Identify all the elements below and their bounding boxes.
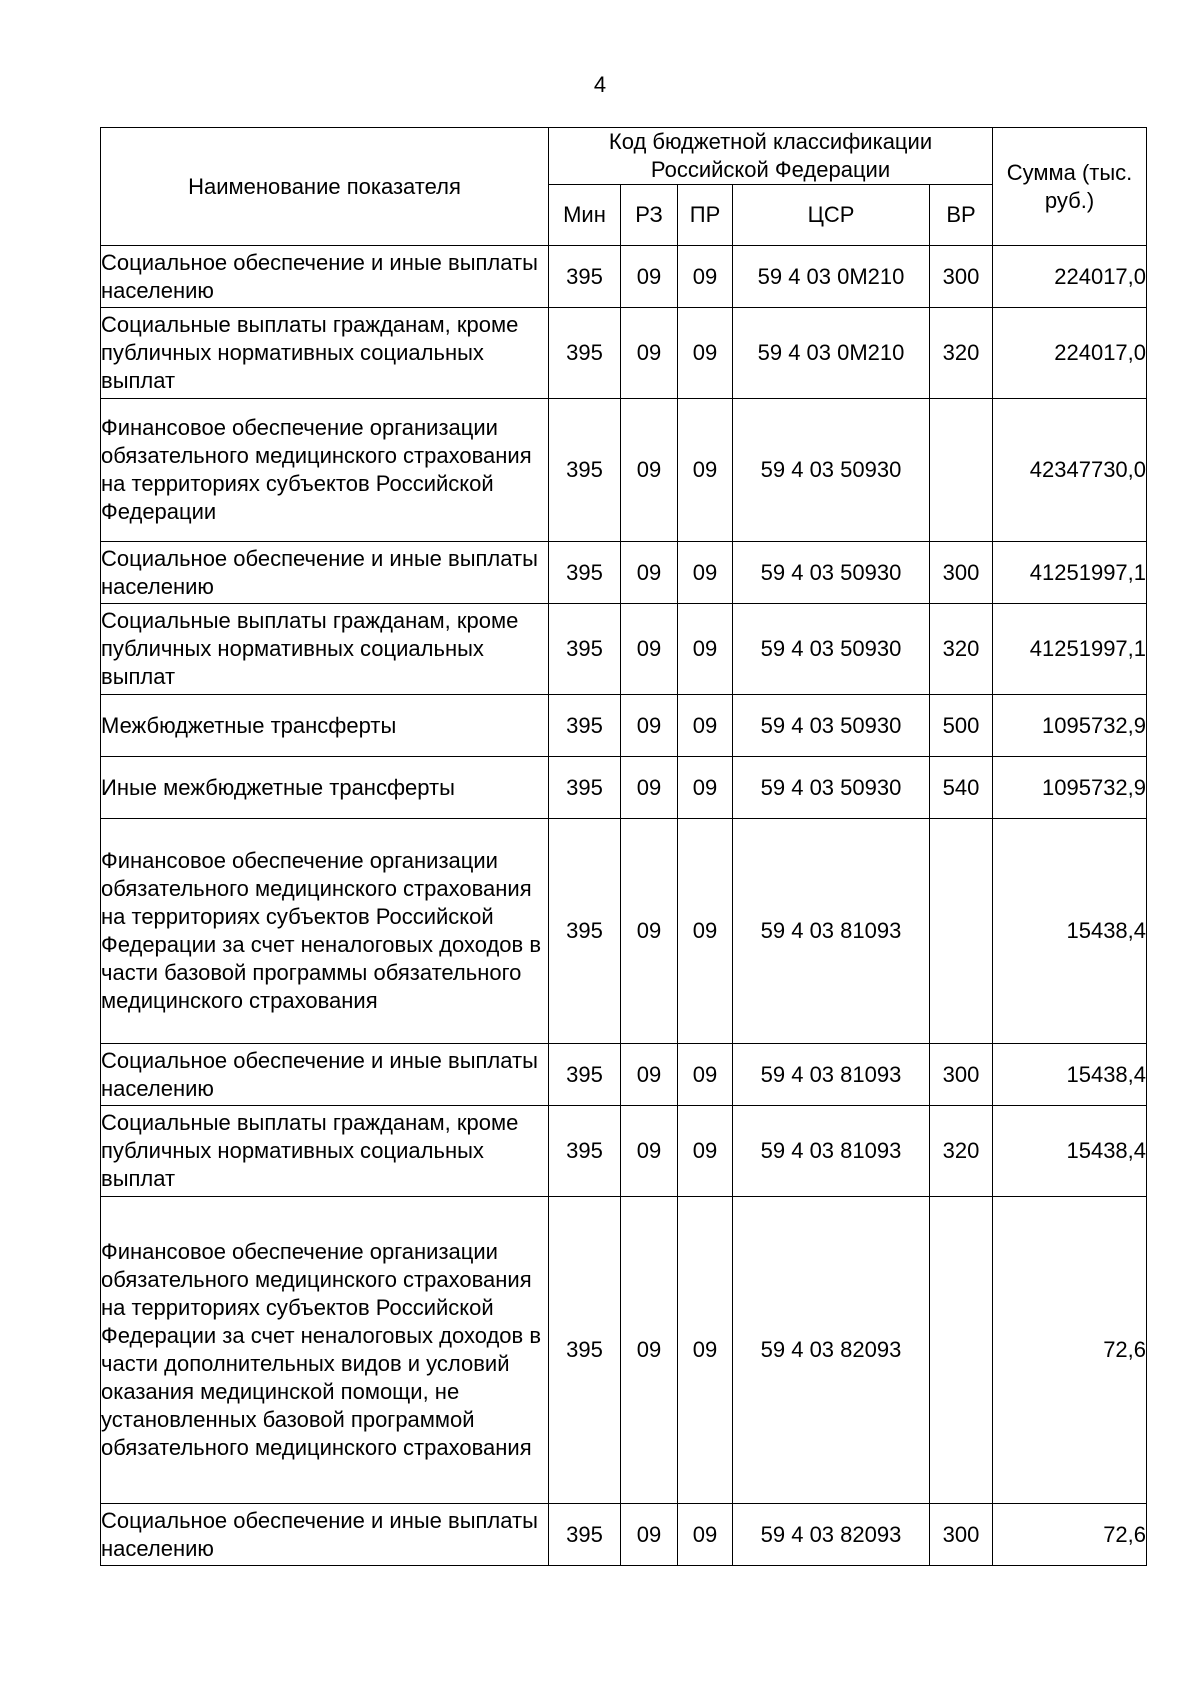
row-min: 395: [549, 542, 621, 604]
row-min: 395: [549, 819, 621, 1044]
row-pr: 09: [678, 1504, 733, 1566]
row-rz: 09: [621, 757, 678, 819]
row-vr: 500: [930, 695, 993, 757]
table-row: [101, 1044, 1147, 1106]
table-body: [101, 246, 1147, 1566]
row-csr: 59 4 03 81093: [733, 1044, 930, 1106]
row-pr: 09: [678, 604, 733, 695]
header-vr: ВР: [930, 185, 993, 246]
header-sum: Сумма (тыс. руб.): [993, 128, 1147, 246]
budget-table: [100, 127, 1147, 1566]
row-vr: 300: [930, 246, 993, 308]
row-csr: 59 4 03 50930: [733, 604, 930, 695]
row-pr: 09: [678, 1197, 733, 1504]
table-row: [101, 308, 1147, 399]
row-rz: 09: [621, 1197, 678, 1504]
row-csr: 59 4 03 0М210: [733, 246, 930, 308]
row-name: Финансовое обеспечение организации обязательного медицинского страхования на территориях субъектов Российской Федерации за счет неналоговых доходов в части дополнительных видов и условий оказания медицинской помощи, не установленных базовой программой обязательного медицинского страхования: [101, 1197, 549, 1504]
row-rz: 09: [621, 399, 678, 542]
header-rz: РЗ: [621, 185, 678, 246]
table-row: [101, 604, 1147, 695]
row-vr: [930, 819, 993, 1044]
row-pr: 09: [678, 695, 733, 757]
row-pr: 09: [678, 1044, 733, 1106]
row-sum: 224017,0: [993, 246, 1147, 308]
row-name: Социальные выплаты гражданам, кроме публичных нормативных социальных выплат: [101, 604, 549, 695]
row-pr: 09: [678, 819, 733, 1044]
table-row: [101, 1197, 1147, 1504]
row-vr: 320: [930, 604, 993, 695]
row-name: Межбюджетные трансферты: [101, 695, 549, 757]
row-vr: 300: [930, 542, 993, 604]
header-pr: ПР: [678, 185, 733, 246]
row-rz: 09: [621, 604, 678, 695]
row-rz: 09: [621, 1504, 678, 1566]
row-min: 395: [549, 604, 621, 695]
row-vr: [930, 1197, 993, 1504]
header-kbk: Код бюджетной классификации Российской Федерации: [549, 128, 993, 185]
row-vr: 300: [930, 1044, 993, 1106]
row-sum: 41251997,1: [993, 604, 1147, 695]
row-name: Социальное обеспечение и иные выплаты населению: [101, 246, 549, 308]
row-sum: 41251997,1: [993, 542, 1147, 604]
row-rz: 09: [621, 695, 678, 757]
row-min: 395: [549, 399, 621, 542]
row-rz: 09: [621, 1044, 678, 1106]
row-min: 395: [549, 695, 621, 757]
row-vr: 320: [930, 1106, 993, 1197]
row-rz: 09: [621, 308, 678, 399]
row-name: Социальные выплаты гражданам, кроме публичных нормативных социальных выплат: [101, 1106, 549, 1197]
row-pr: 09: [678, 757, 733, 819]
row-pr: 09: [678, 399, 733, 542]
table-row: [101, 695, 1147, 757]
row-name: Социальное обеспечение и иные выплаты населению: [101, 1044, 549, 1106]
row-min: 395: [549, 308, 621, 399]
row-min: 395: [549, 1106, 621, 1197]
row-sum: 15438,4: [993, 819, 1147, 1044]
row-sum: 15438,4: [993, 1044, 1147, 1106]
row-rz: 09: [621, 542, 678, 604]
row-name: Социальное обеспечение и иные выплаты населению: [101, 542, 549, 604]
header-min: Мин: [549, 185, 621, 246]
table-row: [101, 819, 1147, 1044]
row-name: Иные межбюджетные трансферты: [101, 757, 549, 819]
row-pr: 09: [678, 542, 733, 604]
row-sum: 72,6: [993, 1504, 1147, 1566]
row-csr: 59 4 03 82093: [733, 1197, 930, 1504]
row-vr: 540: [930, 757, 993, 819]
table-row: [101, 246, 1147, 308]
row-min: 395: [549, 757, 621, 819]
row-csr: 59 4 03 82093: [733, 1504, 930, 1566]
header-name: Наименование показателя: [101, 128, 549, 246]
row-min: 395: [549, 1197, 621, 1504]
row-rz: 09: [621, 246, 678, 308]
table-row: [101, 542, 1147, 604]
row-csr: 59 4 03 50930: [733, 542, 930, 604]
table-row: [101, 757, 1147, 819]
row-min: 395: [549, 1044, 621, 1106]
row-sum: 15438,4: [993, 1106, 1147, 1197]
row-rz: 09: [621, 1106, 678, 1197]
row-pr: 09: [678, 246, 733, 308]
row-min: 395: [549, 1504, 621, 1566]
table-row: [101, 399, 1147, 542]
row-pr: 09: [678, 308, 733, 399]
row-pr: 09: [678, 1106, 733, 1197]
row-csr: 59 4 03 50930: [733, 757, 930, 819]
row-vr: 320: [930, 308, 993, 399]
table-row: [101, 1504, 1147, 1566]
page-number: 4: [593, 72, 607, 97]
row-name: Социальное обеспечение и иные выплаты населению: [101, 1504, 549, 1566]
row-name: Финансовое обеспечение организации обязательного медицинского страхования на территориях субъектов Российской Федерации: [101, 399, 549, 542]
row-name: Финансовое обеспечение организации обязательного медицинского страхования на территориях субъектов Российской Федерации за счет неналоговых доходов в части базовой программы обязательного медицинского страхования: [101, 819, 549, 1044]
row-vr: [930, 399, 993, 542]
row-sum: 224017,0: [993, 308, 1147, 399]
row-sum: 42347730,0: [993, 399, 1147, 542]
row-sum: 1095732,9: [993, 695, 1147, 757]
row-csr: 59 4 03 50930: [733, 399, 930, 542]
row-csr: 59 4 03 0М210: [733, 308, 930, 399]
row-name: Социальные выплаты гражданам, кроме публичных нормативных социальных выплат: [101, 308, 549, 399]
row-min: 395: [549, 246, 621, 308]
row-sum: 1095732,9: [993, 757, 1147, 819]
row-rz: 09: [621, 819, 678, 1044]
row-csr: 59 4 03 81093: [733, 819, 930, 1044]
row-vr: 300: [930, 1504, 993, 1566]
header-csr: ЦСР: [733, 185, 930, 246]
row-csr: 59 4 03 81093: [733, 1106, 930, 1197]
row-sum: 72,6: [993, 1197, 1147, 1504]
row-csr: 59 4 03 50930: [733, 695, 930, 757]
table-row: [101, 1106, 1147, 1197]
